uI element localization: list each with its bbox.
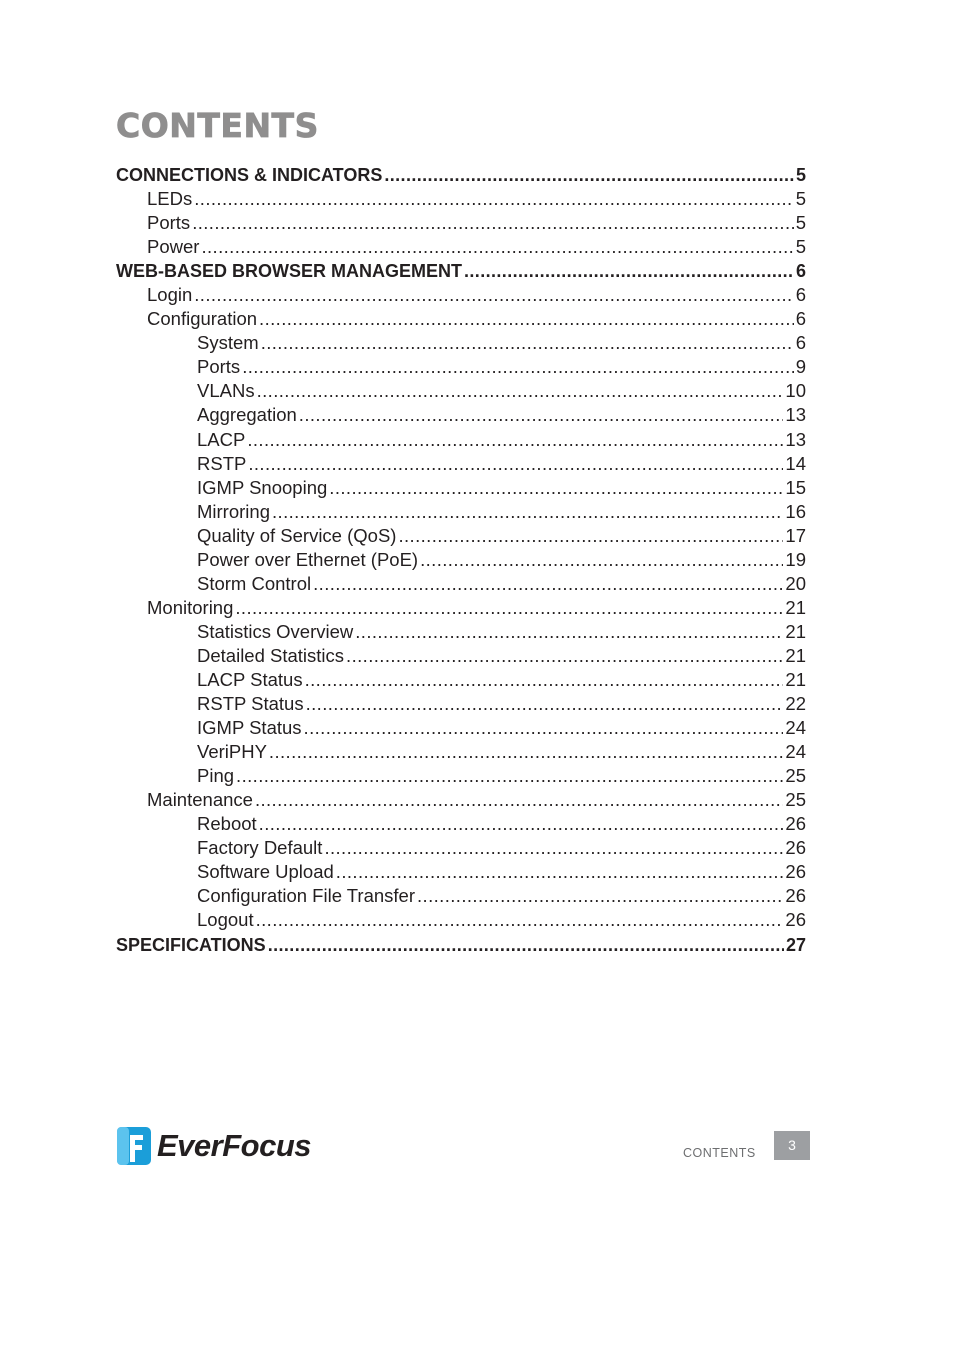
toc-dot-leader — [305, 668, 784, 692]
toc-entry-label: SPECIFICATIONS — [116, 934, 266, 955]
toc-dot-leader — [313, 572, 783, 596]
toc-entry-page: 16 — [785, 500, 806, 522]
toc-dot-leader — [336, 860, 784, 884]
toc-entry-label: RSTP — [197, 452, 247, 474]
toc-dot-leader — [236, 764, 783, 788]
toc-entry-page: 21 — [785, 644, 806, 666]
toc-entry[interactable] — [116, 259, 806, 283]
toc-entry-page: 10 — [785, 380, 806, 402]
toc-dot-leader — [306, 692, 784, 716]
toc-entry-page: 26 — [785, 813, 806, 835]
toc-entry-label: Statistics Overview — [197, 620, 354, 642]
toc-dot-leader — [269, 740, 784, 764]
toc-entry-label: VLANs — [197, 380, 255, 402]
toc-entry-page: 26 — [785, 909, 806, 931]
toc-entry[interactable] — [116, 476, 806, 500]
toc-entry[interactable] — [116, 187, 806, 211]
toc-entry-label: Login — [147, 284, 193, 306]
toc-dot-leader — [272, 500, 783, 524]
toc-entry-label: LACP Status — [197, 668, 303, 690]
toc-entry[interactable] — [116, 692, 806, 716]
toc-dot-leader — [242, 355, 794, 379]
toc-entry-page: 24 — [785, 717, 806, 739]
toc-dot-leader — [398, 524, 783, 548]
toc-entry-page: 21 — [785, 596, 806, 618]
toc-entry-label: Ports — [147, 212, 191, 234]
everfocus-logo-icon — [117, 1127, 151, 1165]
toc-entry[interactable] — [116, 235, 806, 259]
toc-dot-leader — [248, 452, 783, 476]
toc-entry-page: 9 — [795, 356, 806, 378]
toc-dot-leader — [256, 908, 784, 932]
toc-dot-leader — [304, 716, 784, 740]
toc-entry[interactable] — [116, 764, 806, 788]
toc-entry-page: 21 — [785, 668, 806, 690]
toc-entry[interactable] — [116, 788, 806, 812]
page-title: CONTENTS — [116, 106, 319, 145]
toc-entry-label: Software Upload — [197, 861, 334, 883]
toc-entry[interactable] — [116, 500, 806, 524]
toc-entry-label: WEB-BASED BROWSER MANAGEMENT — [116, 261, 462, 282]
toc-dot-leader — [324, 836, 783, 860]
toc-dot-leader — [194, 283, 793, 307]
toc-entry[interactable] — [116, 884, 806, 908]
toc-entry[interactable] — [116, 740, 806, 764]
toc-entry[interactable] — [116, 836, 806, 860]
toc-entry-page: 5 — [795, 236, 806, 258]
toc-entry-label: IGMP Status — [197, 717, 302, 739]
toc-entry-label: CONNECTIONS & INDICATORS — [116, 165, 383, 185]
toc-entry-page: 15 — [785, 476, 806, 498]
toc-entry-page: 19 — [785, 548, 806, 570]
toc-entry[interactable] — [116, 644, 806, 668]
toc-dot-leader — [299, 403, 784, 427]
toc-dot-leader — [235, 596, 783, 620]
toc-dot-leader — [346, 644, 783, 668]
toc-entry-label: Ping — [197, 765, 235, 787]
toc-dot-leader — [268, 933, 784, 957]
toc-entry[interactable] — [116, 812, 806, 836]
toc-entry-page: 6 — [795, 284, 806, 306]
toc-entry[interactable] — [116, 620, 806, 644]
toc-entry[interactable] — [116, 860, 806, 884]
toc-entry[interactable] — [116, 908, 806, 932]
toc-entry-label: Maintenance — [147, 789, 253, 811]
toc-dot-leader — [201, 235, 793, 259]
toc-entry-label: IGMP Snooping — [197, 476, 328, 498]
toc-entry[interactable] — [116, 716, 806, 740]
toc-entry[interactable] — [116, 668, 806, 692]
toc-dot-leader — [259, 812, 784, 836]
toc-entry[interactable] — [116, 211, 806, 235]
table-of-contents — [116, 163, 806, 957]
toc-dot-leader — [355, 620, 783, 644]
toc-entry[interactable] — [116, 163, 806, 187]
toc-entry-page: 22 — [785, 693, 806, 715]
toc-entry-page: 13 — [785, 428, 806, 450]
toc-entry-page: 6 — [795, 308, 806, 330]
toc-entry-page: 5 — [795, 165, 806, 185]
toc-entry-page: 6 — [795, 332, 806, 354]
toc-dot-leader — [464, 259, 794, 283]
toc-entry-label: LACP — [197, 428, 246, 450]
toc-entry-page: 20 — [785, 572, 806, 594]
toc-entry-label: Monitoring — [147, 596, 234, 618]
toc-entry-label: Factory Default — [197, 837, 323, 859]
toc-entry[interactable] — [116, 283, 806, 307]
toc-entry-page: 21 — [785, 620, 806, 642]
toc-entry-label: Ports — [197, 356, 241, 378]
toc-entry[interactable] — [116, 331, 806, 355]
toc-dot-leader — [255, 788, 783, 812]
toc-dot-leader — [247, 428, 783, 452]
toc-entry-page: 26 — [785, 885, 806, 907]
toc-entry-label: Configuration File Transfer — [197, 885, 415, 907]
toc-dot-leader — [384, 163, 794, 187]
toc-entry[interactable] — [116, 548, 806, 572]
toc-entry-label: Power over Ethernet (PoE) — [197, 548, 419, 570]
toc-entry-label: RSTP Status — [197, 693, 304, 715]
toc-entry-label: LEDs — [147, 188, 193, 210]
toc-entry-label: VeriPHY — [197, 741, 267, 763]
toc-entry-page: 5 — [795, 212, 806, 234]
toc-entry[interactable] — [116, 355, 806, 379]
toc-entry[interactable] — [116, 403, 806, 427]
toc-dot-leader — [192, 211, 794, 235]
toc-entry-label: Storm Control — [197, 572, 312, 594]
brand-logo — [117, 1126, 311, 1166]
toc-entry-label: Logout — [197, 909, 254, 931]
toc-entry[interactable] — [116, 524, 806, 548]
toc-entry-page: 24 — [785, 741, 806, 763]
toc-entry-page: 25 — [785, 765, 806, 787]
toc-entry-page: 6 — [795, 261, 806, 282]
toc-entry-label: Detailed Statistics — [197, 644, 345, 666]
toc-entry[interactable] — [116, 572, 806, 596]
toc-entry-label: Aggregation — [197, 404, 297, 426]
toc-dot-leader — [420, 548, 783, 572]
toc-entry-page: 26 — [785, 837, 806, 859]
footer-section-label: CONTENTS — [683, 1146, 756, 1160]
toc-dot-leader — [194, 187, 793, 211]
toc-entry-label: Configuration — [147, 308, 258, 330]
toc-entry-page: 17 — [785, 524, 806, 546]
toc-entry-page: 26 — [785, 861, 806, 883]
toc-dot-leader — [259, 307, 794, 331]
toc-entry[interactable] — [116, 452, 806, 476]
toc-entry-page: 25 — [785, 789, 806, 811]
toc-entry-label: System — [197, 332, 259, 354]
toc-entry[interactable] — [116, 379, 806, 403]
page-number: 3 — [774, 1131, 810, 1160]
toc-entry-label: Quality of Service (QoS) — [197, 524, 397, 546]
toc-entry[interactable] — [116, 933, 806, 957]
toc-entry-label: Power — [147, 236, 200, 258]
toc-entry-page: 13 — [785, 404, 806, 426]
brand-name: EverFocus — [157, 1128, 312, 1163]
toc-entry-page: 27 — [785, 934, 806, 955]
toc-entry[interactable] — [116, 428, 806, 452]
toc-entry[interactable] — [116, 596, 806, 620]
toc-dot-leader — [257, 379, 784, 403]
toc-dot-leader — [417, 884, 783, 908]
toc-entry[interactable] — [116, 307, 806, 331]
toc-dot-leader — [329, 476, 783, 500]
toc-dot-leader — [261, 331, 794, 355]
toc-entry-page: 14 — [785, 452, 806, 474]
toc-entry-page: 5 — [795, 188, 806, 210]
toc-entry-label: Mirroring — [197, 500, 270, 522]
toc-entry-label: Reboot — [197, 813, 257, 835]
